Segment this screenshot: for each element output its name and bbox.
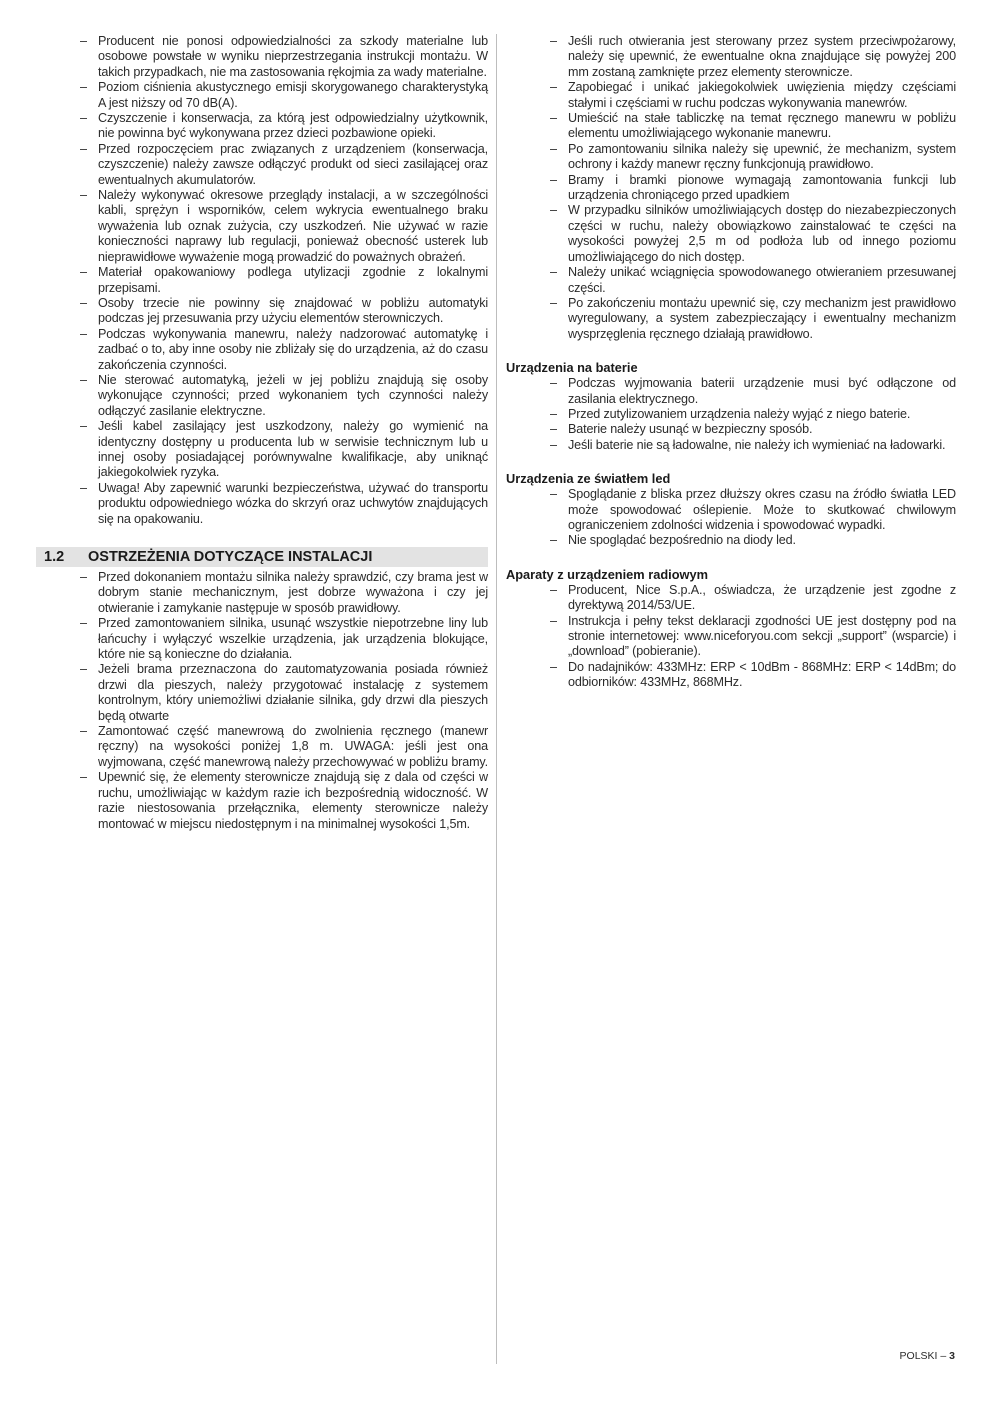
list-item: – Przed dokonaniem montażu silnika należy sprawdzić, czy brama jest w dobrym stanie mechanicznym, jest dobrze wyważona i czy jej otwieranie i zamykanie następuje w sposób prawidłowy.	[36, 570, 488, 616]
list-item: – Po zamontowaniu silnika należy się upewnić, że mechanizm, system ochrony i każdy manewr ręczny funkcjonują prawidłowo.	[506, 142, 956, 173]
section-heading	[36, 547, 488, 567]
batteries-heading: Urządzenia na baterie	[506, 360, 638, 376]
left-column	[36, 34, 488, 832]
installation-warnings-list	[36, 570, 488, 832]
led-list	[506, 487, 956, 549]
list-item: – Uwaga! Aby zapewnić warunki bezpieczeństwa, używać do transportu produktu odpowiedniego wózka do skrzyń oraz uchwytów znajdujących się na opakowaniu.	[36, 481, 488, 527]
footer-separator: –	[940, 1350, 947, 1362]
list-item: – Umieścić na stałe tabliczkę na temat ręcznego manewru w pobliżu elementu umożliwiającego wykonanie manewru.	[506, 111, 956, 142]
list-item: – Bramy i bramki pionowe wymagają zamontowania funkcji lub urządzenia chroniącego przed upadkiem	[506, 173, 956, 204]
list-item: – Podczas wyjmowania baterii urządzenie musi być odłączone od zasilania elektrycznego.	[506, 376, 956, 407]
list-item: – Jeśli ruch otwierania jest sterowany przez system przeciwpożarowy, należy się upewnić, że ewentualne okna znajdujące się powyżej 200 mm zostaną zamknięte przez elementy sterownicze.	[506, 34, 956, 80]
list-item: – Osoby trzecie nie powinny się znajdować w pobliżu automatyki podczas jej przesuwania przy użyciu elementów sterowniczych.	[36, 296, 488, 327]
radio-list	[506, 583, 956, 691]
right-column	[506, 34, 956, 691]
list-item: – Baterie należy usunąć w bezpieczny sposób.	[506, 422, 956, 437]
list-item: – Zamontować część manewrową do zwolnienia ręcznego (manewr ręczny) na wysokości poniżej 1,8 m. UWAGA: jeśli jest ona wyjmowana, część manewrową należy przechowywać w pobliżu bramy.	[36, 724, 488, 770]
list-item: – Przed rozpoczęciem prac związanych z urządzeniem (konserwacja, czyszczenie) należy zawsze odłączyć produkt od sieci zasilającej oraz ewentualnych akumulatorów.	[36, 142, 488, 188]
list-item: – Materiał opakowaniowy podlega utylizacji zgodnie z lokalnymi przepisami.	[36, 265, 488, 296]
list-item: – Nie sterować automatyką, jeżeli w jej pobliżu znajdują się osoby wykonujące czynności; przed wykonaniem tych czynności należy odłączyć zasilanie elektryczne.	[36, 373, 488, 419]
list-item: – Nie spoglądać bezpośrednio na diody led.	[506, 533, 956, 548]
section-number: 1.2	[44, 549, 65, 565]
list-item: – Instrukcja i pełny tekst deklaracji zgodności UE jest dostępny pod na stronie internetowej: www.niceforyou.com sekcji „support” (wsparcie) i „download” (pobieranie).	[506, 614, 956, 660]
list-item: – Jeżeli brama przeznaczona do zautomatyzowania posiada również drzwi dla pieszych, należy przygotować instalację z systemem kontrolnym, który uniemożliwi działanie silnika, gdy drzwi dla pieszych będą otwarte	[36, 662, 488, 724]
list-item: – Po zakończeniu montażu upewnić się, czy mechanizm jest prawidłowo wyregulowany, a system zabezpieczający i ewentualny mechanizm wysprzęglenia ręcznego działają prawidłowo.	[506, 296, 956, 342]
list-item: – Spoglądanie z bliska przez dłuższy okres czasu na źródło światła LED może spowodować oślepienie. Może to skutkować chwilowym ograniczeniem zdolności widzenia i spowodować wypadki.	[506, 487, 956, 533]
list-item: – Jeśli kabel zasilający jest uszkodzony, należy go wymienić na identyczny dostępny u producenta lub w serwisie technicznym lub u innej osoby posiadającej porównywalne kwalifikacje, aby uniknąć jakiegokolwiek ryzyka.	[36, 419, 488, 481]
list-item: – Należy unikać wciągnięcia spowodowanego otwieraniem przesuwanej części.	[506, 265, 956, 296]
radio-heading: Aparaty z urządzeniem radiowym	[506, 566, 708, 582]
list-item: – Przed zutylizowaniem urządzenia należy wyjąć z niego baterie.	[506, 407, 956, 422]
list-item: – Podczas wykonywania manewru, należy nadzorować automatykę i zadbać o to, aby inne osoby nie zbliżały się do urządzenia, aż do czasu zakończenia czynności.	[36, 327, 488, 373]
list-item: – Zapobiegać i unikać jakiegokolwiek uwięzienia między częściami stałymi i częściami w ruchu podczas wykonywania manewrów.	[506, 80, 956, 111]
list-item: – W przypadku silników umożliwiających dostęp do niezabezpieczonych części w ruchu, należy obowiązkowo zainstalować te części na wysokości powyżej 2,5 m od podłoża lub od innego poziomu umożliwiającego do nich dostęp.	[506, 203, 956, 265]
list-item: – Upewnić się, że elementy sterownicze znajdują się z dala od części w ruchu, umożliwiając w każdym razie ich bezpośrednią widoczność. W razie niestosowania przełącznika, elementy sterownicze należy montować w miejscu niedostępnym i na minimalnej wysokości 1,5m.	[36, 770, 488, 832]
list-item: – Producent, Nice S.p.A., oświadcza, że urządzenie jest zgodne z dyrektywą 2014/53/UE.	[506, 583, 956, 614]
list-item: – Producent nie ponosi odpowiedzialności za szkody materialne lub osobowe powstałe w wyniku nieprzestrzegania instrukcji montażu. W takich przypadkach, nie ma zastosowania rękojmia za wady materialne.	[36, 34, 488, 80]
led-heading: Urządzenia ze światłem led	[506, 471, 671, 487]
list-item: – Należy wykonywać okresowe przeglądy instalacji, a w szczególności kabli, sprężyn i wsporników, celem wykrycia ewentualnego braku wyważenia lub oznak zużycia, czy uszkodzeń. Nie używać w razie konieczności naprawy lub regulacji, ponieważ obecność usterek lub nieprawidłowe wyważenie mogą prowadzić do poważnych obrażeń.	[36, 188, 488, 265]
list-item: – Jeśli baterie nie są ładowalne, nie należy ich wymieniać na ładowarki.	[506, 438, 956, 453]
list-item: – Do nadajników: 433MHz: ERP < 10dBm - 868MHz: ERP < 14dBm; do odbiorników: 433MHz, 868MHz.	[506, 660, 956, 691]
list-item: – Czyszczenie i konserwacja, za którą jest odpowiedzialny użytkownik, nie powinna być wykonywana przez dzieci pozbawione opieki.	[36, 111, 488, 142]
footer-language: POLSKI	[899, 1350, 938, 1362]
page-number: 3	[949, 1350, 955, 1362]
list-item: – Przed zamontowaniem silnika, usunąć wszystkie niepotrzebne liny lub łańcuchy i wyłączyć wszelkie urządzenia, jak urządzenia blokujące, które nie są konieczne do działania.	[36, 616, 488, 662]
installation-warnings-continued-list	[506, 34, 956, 342]
section-title: OSTRZEŻENIA DOTYCZĄCE INSTALACJI	[88, 549, 373, 565]
batteries-list	[506, 376, 956, 453]
general-warnings-list	[36, 34, 488, 527]
column-divider	[496, 34, 497, 1364]
list-item: – Poziom ciśnienia akustycznego emisji skorygowanego charakterystyką A jest niższy od 70 dB(A).	[36, 80, 488, 111]
page-footer	[900, 1350, 955, 1362]
